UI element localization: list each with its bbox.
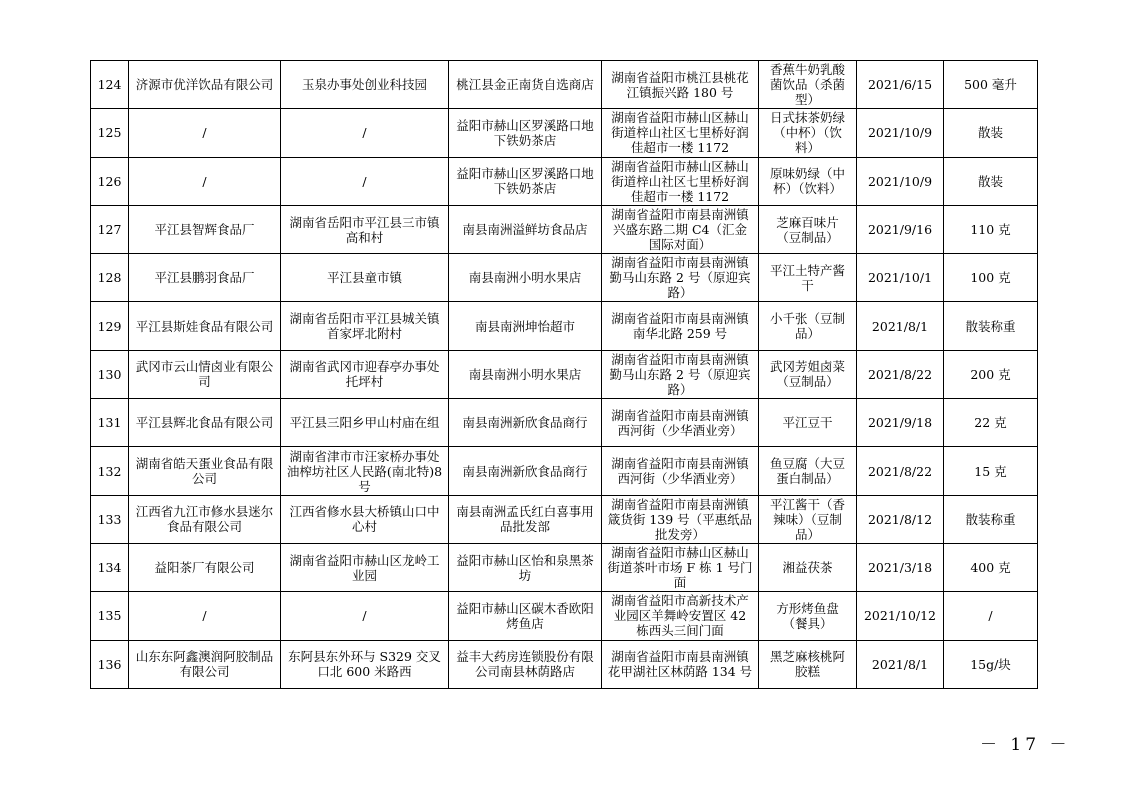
production-date-cell: 2021/10/9 <box>857 109 944 157</box>
producer-address-cell: / <box>281 157 449 205</box>
seller-name-cell: 益阳市赫山区罗溪路口地下铁奶茶店 <box>449 109 602 157</box>
producer-name-cell: 平江县斯娃食品有限公司 <box>129 302 281 350</box>
production-date-cell: 2021/8/12 <box>857 495 944 543</box>
production-date-cell: 2021/8/1 <box>857 302 944 350</box>
production-date-cell: 2021/9/18 <box>857 399 944 447</box>
seller-address-cell: 湖南省益阳市南县南洲镇勤马山东路 2 号（原迎宾路） <box>602 350 759 398</box>
producer-name-cell: 山东东阿鑫澳润阿胶制品有限公司 <box>129 640 281 688</box>
table-row <box>91 447 1038 495</box>
row-number-cell: 129 <box>91 302 129 350</box>
producer-address-cell: 湖南省岳阳市平江县三市镇高和村 <box>281 205 449 253</box>
producer-name-cell: 武冈市云山情卤业有限公司 <box>129 350 281 398</box>
table-row <box>91 254 1038 302</box>
product-name-cell: 平江酱干（香辣味）（豆制品） <box>759 495 857 543</box>
specification-cell: 100 克 <box>944 254 1038 302</box>
producer-address-cell: / <box>281 592 449 640</box>
seller-address-cell: 湖南省益阳市桃江县桃花江镇振兴路 180 号 <box>602 61 759 109</box>
table-row <box>91 205 1038 253</box>
product-table <box>90 60 1038 689</box>
specification-cell: 散装称重 <box>944 302 1038 350</box>
production-date-cell: 2021/3/18 <box>857 543 944 591</box>
table-row <box>91 640 1038 688</box>
production-date-cell: 2021/10/9 <box>857 157 944 205</box>
seller-name-cell: 南县南洲新欣食品商行 <box>449 399 602 447</box>
producer-name-cell: 湖南省皓天蛋业食品有限公司 <box>129 447 281 495</box>
table-row <box>91 157 1038 205</box>
table-row <box>91 495 1038 543</box>
seller-name-cell: 南县南洲新欣食品商行 <box>449 447 602 495</box>
seller-address-cell: 湖南省益阳市南县南洲镇西河街（少华酒业旁） <box>602 447 759 495</box>
seller-address-cell: 湖南省益阳市赫山区赫山街道梓山社区七里桥好润佳超市一楼 1172 <box>602 157 759 205</box>
producer-name-cell: / <box>129 157 281 205</box>
seller-address-cell: 湖南省益阳市南县南洲镇箴货街 139 号（平惠纸品批发旁） <box>602 495 759 543</box>
row-number-cell: 132 <box>91 447 129 495</box>
producer-address-cell: 湖南省岳阳市平江县城关镇首家坪北附村 <box>281 302 449 350</box>
row-number-cell: 127 <box>91 205 129 253</box>
producer-address-cell: 江西省修水县大桥镇山口中心村 <box>281 495 449 543</box>
specification-cell: 散装 <box>944 109 1038 157</box>
product-name-cell: 湘益茯茶 <box>759 543 857 591</box>
specification-cell: 散装称重 <box>944 495 1038 543</box>
producer-name-cell: 江西省九江市修水县迷尔食品有限公司 <box>129 495 281 543</box>
table-row <box>91 592 1038 640</box>
production-date-cell: 2021/8/1 <box>857 640 944 688</box>
product-name-cell: 芝麻百味片（豆制品） <box>759 205 857 253</box>
product-name-cell: 平江土特产酱干 <box>759 254 857 302</box>
production-date-cell: 2021/9/16 <box>857 205 944 253</box>
product-name-cell: 原味奶绿（中杯）（饮料） <box>759 157 857 205</box>
producer-address-cell: 湖南省益阳市赫山区龙岭工业园 <box>281 543 449 591</box>
seller-name-cell: 南县南洲孟氏红白喜事用品批发部 <box>449 495 602 543</box>
producer-name-cell: / <box>129 109 281 157</box>
producer-name-cell: / <box>129 592 281 640</box>
producer-name-cell: 济源市优洋饮品有限公司 <box>129 61 281 109</box>
producer-name-cell: 平江县智辉食品厂 <box>129 205 281 253</box>
seller-address-cell: 湖南省益阳市赫山区赫山街道梓山社区七里桥好润佳超市一楼 1172 <box>602 109 759 157</box>
specification-cell: 散装 <box>944 157 1038 205</box>
specification-cell: 22 克 <box>944 399 1038 447</box>
product-name-cell: 日式抹茶奶绿（中杯）（饮料） <box>759 109 857 157</box>
producer-address-cell: 湖南省武冈市迎春亭办事处托坪村 <box>281 350 449 398</box>
production-date-cell: 2021/10/1 <box>857 254 944 302</box>
product-name-cell: 小千张（豆制品） <box>759 302 857 350</box>
row-number-cell: 133 <box>91 495 129 543</box>
specification-cell: 200 克 <box>944 350 1038 398</box>
seller-name-cell: 南县南洲小明水果店 <box>449 254 602 302</box>
row-number-cell: 134 <box>91 543 129 591</box>
seller-address-cell: 湖南省益阳市南县南洲镇西河街（少华酒业旁） <box>602 399 759 447</box>
producer-address-cell: 玉泉办事处创业科技园 <box>281 61 449 109</box>
seller-address-cell: 湖南省益阳市高新技术产业园区羊舞岭安置区 42 栋西头三间门面 <box>602 592 759 640</box>
seller-name-cell: 益阳市赫山区怡和泉黑茶坊 <box>449 543 602 591</box>
table-row <box>91 543 1038 591</box>
row-number-cell: 130 <box>91 350 129 398</box>
table-row <box>91 350 1038 398</box>
seller-address-cell: 湖南省益阳市赫山区赫山街道茶叶市场 F 栋 1 号门面 <box>602 543 759 591</box>
producer-address-cell: 平江县童市镇 <box>281 254 449 302</box>
specification-cell: 110 克 <box>944 205 1038 253</box>
page-number: － 17 － <box>980 735 1071 755</box>
seller-address-cell: 湖南省益阳市南县南洲镇勤马山东路 2 号（原迎宾路） <box>602 254 759 302</box>
table-row <box>91 399 1038 447</box>
product-name-cell: 武冈芳姐卤菜（豆制品） <box>759 350 857 398</box>
specification-cell: 15 克 <box>944 447 1038 495</box>
row-number-cell: 126 <box>91 157 129 205</box>
production-date-cell: 2021/10/12 <box>857 592 944 640</box>
production-date-cell: 2021/6/15 <box>857 61 944 109</box>
producer-name-cell: 平江县辉北食品有限公司 <box>129 399 281 447</box>
table-row <box>91 109 1038 157</box>
production-date-cell: 2021/8/22 <box>857 447 944 495</box>
producer-name-cell: 益阳茶厂有限公司 <box>129 543 281 591</box>
producer-name-cell: 平江县鹏羽食品厂 <box>129 254 281 302</box>
row-number-cell: 128 <box>91 254 129 302</box>
seller-name-cell: 南县南洲小明水果店 <box>449 350 602 398</box>
seller-name-cell: 益阳市赫山区罗溪路口地下铁奶茶店 <box>449 157 602 205</box>
specification-cell: 400 克 <box>944 543 1038 591</box>
seller-name-cell: 南县南洲溢鲜坊食品店 <box>449 205 602 253</box>
seller-name-cell: 益阳市赫山区碳木香欧阳烤鱼店 <box>449 592 602 640</box>
seller-address-cell: 湖南省益阳市南县南洲镇兴盛东路二期 C4（汇金国际对面） <box>602 205 759 253</box>
row-number-cell: 124 <box>91 61 129 109</box>
producer-address-cell: / <box>281 109 449 157</box>
specification-cell: 15g/块 <box>944 640 1038 688</box>
row-number-cell: 125 <box>91 109 129 157</box>
production-date-cell: 2021/8/22 <box>857 350 944 398</box>
seller-address-cell: 湖南省益阳市南县南洲镇南华北路 259 号 <box>602 302 759 350</box>
row-number-cell: 131 <box>91 399 129 447</box>
seller-name-cell: 益丰大药房连锁股份有限公司南县林荫路店 <box>449 640 602 688</box>
product-name-cell: 方形烤鱼盘（餐具） <box>759 592 857 640</box>
producer-address-cell: 湖南省津市市汪家桥办事处油榨坊社区人民路(南北特)8 号 <box>281 447 449 495</box>
producer-address-cell: 东阿县东外环与 S329 交叉口北 600 米路西 <box>281 640 449 688</box>
seller-name-cell: 南县南洲坤怡超市 <box>449 302 602 350</box>
specification-cell: / <box>944 592 1038 640</box>
product-name-cell: 平江豆干 <box>759 399 857 447</box>
producer-address-cell: 平江县三阳乡甲山村庙在组 <box>281 399 449 447</box>
row-number-cell: 136 <box>91 640 129 688</box>
row-number-cell: 135 <box>91 592 129 640</box>
product-name-cell: 鱼豆腐（大豆蛋白制品） <box>759 447 857 495</box>
seller-address-cell: 湖南省益阳市南县南洲镇花甲湖社区林荫路 134 号 <box>602 640 759 688</box>
table-row <box>91 61 1038 109</box>
specification-cell: 500 毫升 <box>944 61 1038 109</box>
seller-name-cell: 桃江县金正南货自选商店 <box>449 61 602 109</box>
product-name-cell: 香蕉牛奶乳酸菌饮品（杀菌型） <box>759 61 857 109</box>
table-row <box>91 302 1038 350</box>
product-name-cell: 黑芝麻核桃阿胶糕 <box>759 640 857 688</box>
